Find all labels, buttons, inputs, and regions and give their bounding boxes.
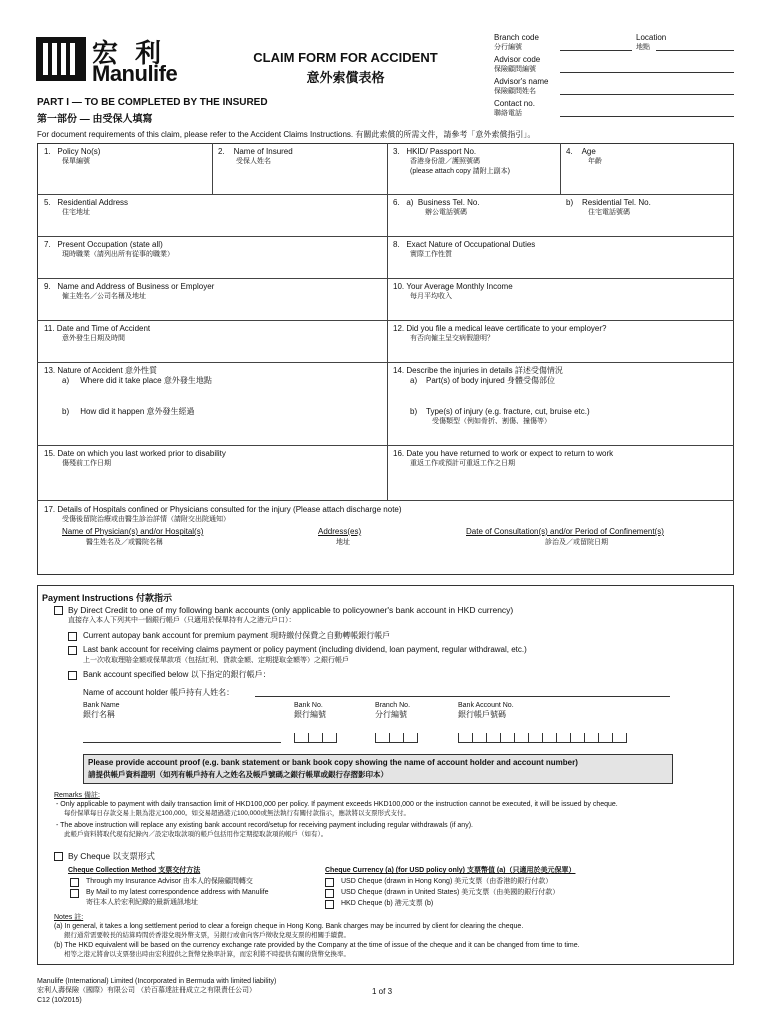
last-account-checkbox[interactable]: [68, 646, 77, 655]
hkid-label: 3. HKID/ Passport No.: [393, 147, 477, 156]
policy-no-label: 1. Policy No(s): [44, 147, 101, 156]
digit-separator: [556, 733, 557, 743]
employer-label-cn: 僱主姓名／公司名稱及地址: [62, 293, 146, 300]
injury-type-label-cn: 受傷類型（例如骨折、割傷、撞傷等）: [432, 418, 551, 425]
autopay-label: Current autopay bank account for premium payment 現時繳付保費之自動轉帳銀行帳戶: [83, 631, 391, 640]
business-tel-label-cn: 辦公電話號碼: [425, 209, 467, 216]
injury-parts-label: a) Part(s) of body injured 身體受傷部位: [410, 376, 555, 385]
insured-name-label: 2. Name of Insured: [218, 147, 293, 156]
direct-credit-checkbox[interactable]: [54, 606, 63, 615]
collection-method-title: Cheque Collection Method 支票交付方法: [68, 867, 201, 874]
specified-account-label: Bank account specified below 以下指定的銀行帳戶：: [83, 670, 271, 679]
cheque-currency-title: Cheque Currency (a) (for USD policy only) 支票幣值 (a)（只適用於美元保單）: [325, 867, 576, 874]
bank-no-label-cn: 銀行編號: [294, 710, 326, 719]
accident-nature-label: 13. Nature of Accident 意外性質: [44, 366, 157, 375]
cheque-label: By Cheque 以支票形式: [68, 851, 155, 861]
return-work-label-cn: 重返工作或預計可重返工作之日期: [410, 460, 515, 467]
remark-2-cn: 此帳戶資料將取代現有紀錄內／設定收取款項的帳戶包括用作定期提取款項的帳戶（如有）。: [64, 831, 328, 838]
advisor-name-label-cn: 保險顧問姓名: [494, 88, 536, 95]
residential-address-label: 5. Residential Address: [44, 198, 129, 207]
cheque-checkbox[interactable]: [54, 852, 63, 861]
manulife-logo-icon: [36, 37, 86, 81]
digit-separator: [375, 733, 376, 743]
residential-tel-label: b) Residential Tel. No.: [566, 198, 651, 207]
age-label-cn: 年齡: [588, 158, 602, 165]
last-worked-label: 15. Date on which you last worked prior to disability: [44, 449, 226, 458]
injury-describe-label: 14. Describe the injuries in details 詳述受傷情況: [393, 366, 563, 375]
bank-no-label: Bank No.: [294, 702, 323, 709]
account-proof-text-cn: 請提供帳戶資料證明（如列有帳戶持有人之姓名及帳戶號碼之銀行帳單或銀行存摺影印本）: [88, 770, 388, 779]
accident-date-label-cn: 意外發生日期及時間: [62, 335, 125, 342]
account-proof-text: Please provide account proof (e.g. bank statement or bank book copy showing the name of account holder and account number): [88, 758, 578, 767]
usd-us-checkbox[interactable]: [325, 889, 334, 898]
accident-how-label: b) How did it happen 意外發生經過: [62, 407, 195, 416]
remark-2: - The above instruction will replace any existing bank account record/setup for receiving payment including regular withdrawals (if any).: [56, 822, 473, 829]
mail-collect-label: By Mail to my latest correspondence address with Manulife: [86, 889, 269, 896]
autopay-checkbox[interactable]: [68, 632, 77, 641]
advisor-code-label-cn: 保險顧問編號: [494, 66, 536, 73]
advisor-name-label: Advisor's name: [494, 77, 549, 86]
account-holder-label: Name of account holder 帳戶持有人姓名：: [83, 688, 235, 697]
footer-form-code: C12 (10/2015): [37, 997, 82, 1004]
advisor-code-field[interactable]: [560, 72, 734, 73]
accident-place-label: a) Where did it take place 意外發生地點: [62, 376, 212, 385]
digit-separator: [294, 733, 295, 743]
digit-separator: [417, 733, 418, 743]
direct-credit-label: By Direct Credit to one of my following bank accounts (only applicable to policyowner's bank account in HKD currency): [68, 605, 514, 615]
digit-separator: [514, 733, 515, 743]
logo-english: Manulife: [92, 61, 178, 86]
digit-separator: [322, 733, 323, 743]
remark-1: - Only applicable to payment with daily transaction limit of HKD100,000 per policy. If payment exceeds HKD100,000 or the instruction cannot be executed, it will be issued by cheque.: [56, 801, 618, 808]
intro-text: For document requirements of this claim, please refer to the Accident Claims Instructions. 有關此索償的所需文件，請參考「意外索償指引」。: [37, 130, 536, 139]
income-label-cn: 每月平均收入: [410, 293, 452, 300]
note-b: (b) The HKD equivalent will be based on the currency exchange rate provided by the Company at the time of issue of the cheque and it can be changed from time to time.: [54, 942, 580, 949]
digit-separator: [500, 733, 501, 743]
digit-separator: [542, 733, 543, 743]
contact-label: Contact no.: [494, 99, 535, 108]
bank-name-label: Bank Name: [83, 702, 120, 709]
mail-collect-checkbox[interactable]: [70, 889, 79, 898]
usd-us-label: USD Cheque (drawn in United States) 美元支票（由美國的銀行付款）: [341, 889, 560, 896]
duties-label: 8. Exact Nature of Occupational Duties: [393, 240, 536, 249]
address-col-header-cn: 地址: [336, 539, 350, 546]
note-b-cn: 相等之港元將會以支票發出時由宏利提供之貨幣兌換率計算，而宏利將不時提供有關的貨幣兌換率。: [64, 951, 350, 958]
note-a: (a) In general, it takes a long settlement period to clear a foreign cheque in Hong Kong. Bank charges may be incurred by client for clearing the cheque.: [54, 923, 524, 930]
employer-label: 9. Name and Address of Business or Employer: [44, 282, 215, 291]
consultation-col-header-cn: 診治及／或留院日期: [545, 539, 608, 546]
last-account-label-cn: 上一次收取理賠金額或保單款項（包括紅利、貸款金額、定期提取金額等）之銀行帳戶: [83, 657, 349, 664]
digit-separator: [336, 733, 337, 743]
page-number: 1 of 3: [372, 987, 393, 996]
duties-label-cn: 實際工作性質: [410, 251, 452, 258]
account-no-label-cn: 銀行帳戶號碼: [458, 710, 506, 719]
mail-collect-label-cn: 寄往本人於宏利紀錄的最新通訊地址: [86, 899, 198, 906]
footer-company: Manulife (International) Limited (Incorporated in Bermuda with limited liability): [37, 978, 277, 985]
age-label: 4. Age: [566, 147, 596, 156]
part1-heading-cn: 第一部份 — 由受保人填寫: [37, 114, 153, 125]
last-worked-label-cn: 傷殘前工作日期: [62, 460, 111, 467]
notes-title: Notes 註:: [54, 914, 84, 921]
contact-label-cn: 聯絡電話: [494, 110, 522, 117]
digit-separator: [389, 733, 390, 743]
insured-name-label-cn: 受保人姓名: [236, 158, 271, 165]
accident-date-label: 11. Date and Time of Accident: [44, 324, 151, 333]
residential-address-label-cn: 住宅地址: [62, 209, 90, 216]
advisor-collect-checkbox[interactable]: [70, 878, 79, 887]
location-field[interactable]: [656, 50, 734, 51]
hkid-note: (please attach copy 請附上副本): [410, 168, 510, 175]
digit-separator: [584, 733, 585, 743]
advisor-collect-label: Through my Insurance Advisor 由本人的保險顧問轉交: [86, 878, 253, 885]
part1-heading: PART I — TO BE COMPLETED BY THE INSURED: [37, 97, 268, 108]
branch-no-label: Branch No.: [375, 702, 411, 709]
last-account-label: Last bank account for receiving claims payment or policy payment (including dividend, loan payment, regular withdrawal, etc.): [83, 645, 527, 654]
specified-account-checkbox[interactable]: [68, 671, 77, 680]
hospital-details-label: 17. Details of Hospitals confined or Physicians consulted for the injury (Please attach discharge note): [44, 505, 402, 514]
medical-leave-label-cn: 有否向僱主呈交病假證明？: [410, 335, 494, 342]
digit-separator: [598, 733, 599, 743]
remarks-title: Remarks 備註:: [54, 792, 100, 799]
footer-company-cn: 宏利人壽保險（國際）有限公司 （於百慕達註冊成立之有限責任公司）: [37, 987, 256, 994]
digit-separator: [308, 733, 309, 743]
hkd-cheque-label: HKD Cheque (b) 港元支票 (b): [341, 900, 434, 907]
account-holder-field[interactable]: [255, 696, 670, 697]
branch-code-label-cn: 分行編號: [494, 44, 522, 51]
digit-baseline: [375, 742, 417, 743]
digit-separator: [626, 733, 627, 743]
hkd-cheque-checkbox[interactable]: [325, 900, 334, 909]
advisor-name-field[interactable]: [560, 94, 734, 95]
form-title-cn: 意外索償表格: [306, 70, 385, 85]
residential-tel-label-cn: 住宅電話號碼: [588, 209, 630, 216]
digit-separator: [472, 733, 473, 743]
hospital-details-label-cn: 受傷後留院治療或由醫生診治詳情（請附交出院通知）: [62, 516, 230, 523]
form-title: CLAIM FORM FOR ACCIDENT: [253, 50, 438, 65]
medical-leave-label: 12. Did you file a medical leave certificate to your employer?: [393, 324, 607, 333]
physician-col-header: Name of Physician(s) and/or Hospital(s): [62, 527, 204, 536]
hkid-label-cn: 香港身份證／護照號碼: [410, 158, 480, 165]
digit-separator: [570, 733, 571, 743]
digit-separator: [612, 733, 613, 743]
logo-chinese: 宏 利: [92, 39, 166, 69]
occupation-label: 7. Present Occupation (state all): [44, 240, 163, 249]
contact-field[interactable]: [560, 116, 734, 117]
note-a-cn: 銀行通常需要較長的結算時間於香港兌現外幣支票，另銀行或會向客戶徵收兌現支票的相關手續費。: [64, 932, 350, 939]
branch-code-field[interactable]: [560, 50, 632, 51]
bank-name-field[interactable]: [83, 742, 281, 743]
consultation-col-header: Date of Consultation(s) and/or Period of Confinement(s): [466, 527, 664, 536]
physician-col-header-cn: 醫生姓名及／或醫院名稱: [86, 539, 163, 546]
policy-no-label-cn: 保單編號: [62, 158, 90, 165]
usd-hk-checkbox[interactable]: [325, 878, 334, 887]
branch-code-label: Branch code: [494, 33, 539, 42]
payment-title: Payment Instructions 付款指示: [42, 593, 173, 603]
direct-credit-label-cn: 直接存入本人下列其中一個銀行帳戶（只適用於保單持有人之港元戶口）：: [68, 617, 296, 624]
bank-name-label-cn: 銀行名稱: [83, 710, 115, 719]
digit-separator: [458, 733, 459, 743]
occupation-label-cn: 現時職業（請列出所有從事的職業）: [62, 251, 174, 258]
return-work-label: 16. Date you have returned to work or expect to return to work: [393, 449, 614, 458]
location-label: Location: [636, 33, 667, 42]
digit-baseline: [294, 742, 336, 743]
usd-hk-label: USD Cheque (drawn in Hong Kong) 美元支票（由香港的銀行付款）: [341, 878, 553, 885]
account-no-label: Bank Account No.: [458, 702, 514, 709]
location-label-cn: 地點: [636, 44, 650, 51]
remark-1-cn: 每份保單每日存款交易上限為港元100,000。如交易超過港元100,000或無法執行有關付款指示，應款將以支票形式支付。: [64, 810, 410, 817]
business-tel-label: 6. a) Business Tel. No.: [393, 198, 480, 207]
branch-no-label-cn: 分行編號: [375, 710, 407, 719]
income-label: 10. Your Average Monthly Income: [393, 282, 513, 291]
digit-separator: [403, 733, 404, 743]
injury-type-label: b) Type(s) of injury (e.g. fracture, cut, bruise etc.): [410, 407, 590, 416]
advisor-code-label: Advisor code: [494, 55, 541, 64]
digit-separator: [528, 733, 529, 743]
digit-separator: [486, 733, 487, 743]
address-col-header: Address(es): [318, 527, 362, 536]
